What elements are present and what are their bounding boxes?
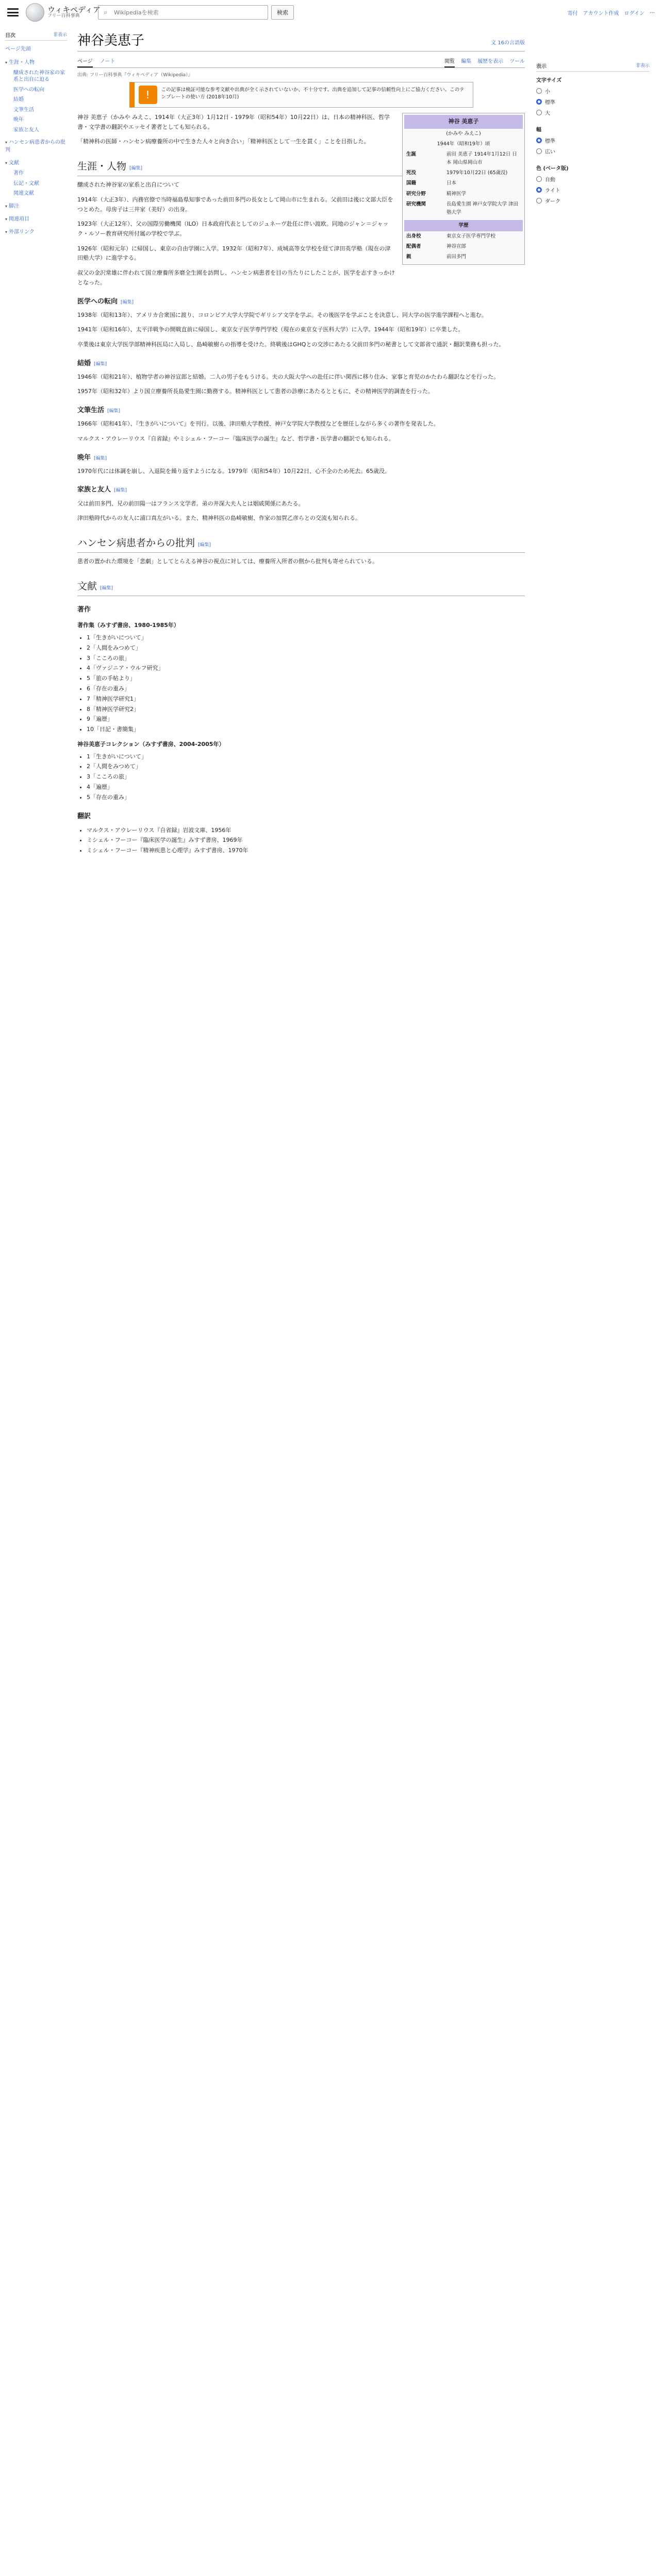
appearance-option[interactable] <box>536 86 650 96</box>
appearance-title: 表示 <box>536 64 547 70</box>
toc-item-label: 家族と友人 <box>13 127 39 133</box>
list-item: • マルクス・アウレーリウス『自省録』岩波文庫、1956年 <box>87 825 525 836</box>
list-item: • ミシェル・フーコー『精神疾患と心理学』みすず書房、1970年 <box>87 845 525 856</box>
appearance-option-label: ライト <box>545 188 560 194</box>
paragraph: 醸成された神谷家の家系と出自について <box>77 181 179 189</box>
list-item: • 4「ヴァジニア・ウルフ研究」 <box>87 663 525 673</box>
infobox-photo-caption: 1944年（昭和19年）頃 <box>437 141 490 147</box>
list-item: • 7「精神医学研究1」 <box>87 694 525 704</box>
radio-button[interactable] <box>536 88 542 94</box>
appearance-sidebar <box>536 62 650 213</box>
toc-item-label: 晩年 <box>13 117 24 123</box>
radio-button[interactable] <box>536 187 542 193</box>
section-heading <box>77 452 525 464</box>
infobox-row <box>404 199 523 218</box>
more-options-icon[interactable]: … <box>650 9 655 14</box>
intro-paragraph-2: 「精神科の医師・ハンセン病療養所の中で生きた人々と向き合い」「精神科医として一生を貫く」ことを目指した。 <box>77 138 370 145</box>
works-list <box>87 752 525 803</box>
appearance-group <box>536 125 650 157</box>
appearance-group-title: 文字サイズ <box>536 78 562 83</box>
appearance-hide-button[interactable]: 非表示 <box>635 63 650 69</box>
appearance-group <box>536 76 650 118</box>
infobox-row <box>404 178 523 189</box>
language-button[interactable]: 文 16の言語版 <box>491 40 525 46</box>
paragraph: 1946年（昭和21年）、植物学者の神谷宣郎と結婚。二人の男子をもうける。夫の大阪大学への赴任に伴い関西に移り住み、家事と育児のかたわら翻訳などを行った。 <box>77 373 500 380</box>
toc-item-label: 医学への転向 <box>13 87 44 93</box>
section-title: 医学への転向 <box>77 297 118 306</box>
paragraph: 1914年（大正3年）、内務官僚で当時福島県知事であった前田多門の長女として岡山市に生まれる。父前田は後に文部大臣をつとめた。母房子は三井家（美好）の出身。 <box>77 196 393 213</box>
works-group-title: 神谷美恵子コレクション（みすず書房、2004-2005年） <box>77 740 225 748</box>
infobox-row <box>404 189 523 199</box>
toc-item-label: ハンセン病患者からの批判 <box>5 140 66 153</box>
tab-edit[interactable]: 編集 <box>461 59 472 64</box>
appearance-option[interactable] <box>536 174 650 184</box>
chevron-down-icon[interactable]: ▾ <box>5 60 8 65</box>
section-heading <box>77 358 525 369</box>
section-title: 家族と友人 <box>77 486 111 494</box>
list-item: • 3「こころの旅」 <box>87 653 525 664</box>
toc-item-label: 関連文献 <box>13 191 34 196</box>
toc-item[interactable] <box>5 95 67 105</box>
toc-item[interactable] <box>5 68 67 85</box>
chevron-down-icon[interactable]: ▾ <box>5 204 8 209</box>
paragraph: 1970年代には体調を崩し、入退院を繰り返すようになる。1979年（昭和54年）10月22日、心不全のため死去。65歳没。 <box>77 467 390 474</box>
appearance-option-label: 小 <box>545 89 550 95</box>
paragraph: 1923年（大正12年）、父の国際労働機関（ILO）日本政府代表としてのジュネーヴ赴任に伴い渡欧。同地のジャン＝ジャック・ルソー教育研究所付属の学校で学ぶ。 <box>77 221 389 238</box>
infobox-value: 長島愛生園 神戸女学院大学 津田塾大学 <box>446 201 519 215</box>
infobox-key: 死没 <box>406 170 417 176</box>
search-box <box>98 5 268 20</box>
infobox <box>402 113 525 265</box>
infobox-value: 精神医学 <box>446 191 467 197</box>
article-body <box>77 113 525 860</box>
user-links <box>568 9 655 16</box>
paragraph: 卒業後は東京大学医学部精神科医局に入局し、島崎敏樹らの指導を受けた。終戦後はGHQとの交渉にあたる父前田多門の秘書として文部省で通訳・翻訳業務も担った。 <box>77 341 505 348</box>
edit-section-link[interactable]: [編集] <box>121 299 134 305</box>
infobox-row <box>404 168 523 178</box>
radio-button[interactable] <box>536 110 542 115</box>
section-heading-works: 文献 [編集] <box>77 578 525 596</box>
radio-button[interactable] <box>536 148 542 154</box>
edit-section-link[interactable]: [編集] <box>94 455 107 461</box>
site-header <box>0 0 662 26</box>
warning-icon: ! <box>139 86 157 104</box>
toc-item-label: 文献 <box>9 160 20 166</box>
tab-page[interactable]: ページ <box>77 55 93 67</box>
list-item: • 1「生きがいについて」 <box>87 752 525 762</box>
infobox-key: 親 <box>406 254 411 260</box>
radio-button[interactable] <box>536 198 542 204</box>
paragraph: 叔父の金沢常雄に伴われて国立療養所多磨全生園を訪問し、ハンセン病患者を目の当たりにしたことが、医学を志すきっかけとなった。 <box>77 269 395 286</box>
main-menu-icon[interactable] <box>7 7 19 18</box>
toc-item-label: 生涯・人物 <box>9 59 35 65</box>
list-item: • 5「存在の重み」 <box>87 792 525 803</box>
chevron-down-icon[interactable]: ▾ <box>5 161 8 165</box>
section-title: 文筆生活 <box>77 406 105 415</box>
works-group-title: 著作集（みすず書房、1980-1985年） <box>77 622 179 629</box>
radio-button[interactable] <box>536 176 542 182</box>
toc-item[interactable] <box>5 115 67 125</box>
toc-hide-button[interactable]: 非表示 <box>53 32 67 38</box>
translations-list <box>87 825 525 856</box>
paragraph: 1966年（昭和41年）、『生きがいについて』を刊行。以後、津田塾大学教授、神戸女学院大学教授などを歴任しながら多くの著作を発表した。 <box>77 420 439 428</box>
page-tabs <box>77 55 525 68</box>
appearance-option[interactable] <box>536 135 650 146</box>
list-item: • 8「精神医学研究2」 <box>87 704 525 715</box>
edit-section-link[interactable]: [編集] <box>198 542 211 548</box>
section-heading <box>77 296 525 308</box>
chevron-down-icon[interactable]: ▾ <box>5 229 8 234</box>
appearance-option-label: ダーク <box>545 199 560 205</box>
paragraph: マルクス・アウレーリウス『自省録』やミシェル・フーコー『臨床医学の誕生』など、哲学書・医学書の翻訳でも知られる。 <box>77 435 394 442</box>
toc-item[interactable] <box>5 125 67 135</box>
toc-item[interactable] <box>5 189 67 199</box>
tab-tools[interactable]: ツール <box>509 59 525 64</box>
list-item: • 5「旅の手帖より」 <box>87 673 525 684</box>
radio-button[interactable] <box>536 99 542 105</box>
paragraph: 1957年（昭和32年）より国立療養所長島愛生園に勤務する。精神科医として患者の診療にあたるとともに、その精神医学的調査を行った。 <box>77 388 434 395</box>
appearance-group <box>536 164 650 206</box>
infobox-row <box>404 242 523 252</box>
toc-item[interactable] <box>5 179 67 189</box>
section-heading <box>77 484 525 496</box>
wikipedia-logo[interactable] <box>26 3 101 22</box>
appearance-group-title: 幅 <box>536 127 541 133</box>
toc-sidebar <box>5 31 67 238</box>
toc-item-label: 外部リンク <box>9 229 35 235</box>
toc-item[interactable] <box>5 212 67 225</box>
toc-item[interactable] <box>5 225 67 238</box>
search-button[interactable]: 検索 <box>271 5 294 20</box>
chevron-down-icon[interactable]: ▾ <box>5 140 8 145</box>
works-list <box>87 633 525 735</box>
infobox-key: 出身校 <box>406 233 421 240</box>
notice-text: この記事は検証可能な参考文献や出典が全く示されていないか、不十分です。出典を追加して記事の信頼性向上にご協力ください。このテンプレートの使い方 (2018年10月) <box>161 87 465 100</box>
infobox-row <box>404 149 523 168</box>
donate-link[interactable]: 寄付 <box>567 11 578 16</box>
infobox-section: 学歴 <box>404 220 523 231</box>
chevron-down-icon[interactable]: ▾ <box>5 216 8 222</box>
appearance-option[interactable] <box>536 184 650 195</box>
toc-title: 目次 <box>5 33 15 39</box>
search-input[interactable] <box>113 9 268 16</box>
paragraph: 1941年（昭和16年）、太平洋戦争の開戦直前に帰国し、東京女子医学専門学校（現在の東京女子医科大学）に入学。1944年（昭和19年）に卒業した。 <box>77 326 464 333</box>
infobox-key: 研究分野 <box>406 191 426 197</box>
toc-item[interactable] <box>5 44 67 55</box>
tab-history[interactable]: 履歴を表示 <box>477 59 504 64</box>
toc-item[interactable] <box>5 105 67 115</box>
paragraph: 父は前田多門、兄の前田陽一はフランス文学者。弟の井深大夫人とは姻戚関係にあたる。 <box>77 500 304 507</box>
citation-notice <box>129 82 473 108</box>
section-title: 生涯・人物 <box>77 161 127 173</box>
login-link[interactable]: ログイン <box>624 11 644 16</box>
appearance-option[interactable] <box>536 195 650 206</box>
list-item: • 10「日記・書簡集」 <box>87 724 525 735</box>
intro-paragraph: 神谷 美恵子（かみや みえこ、1914年（大正3年）1月12日 - 1979年（昭和54年）10月22日）は、日本の精神科医、哲学書・文学書の翻訳やエッセイ著者としても知られる。 <box>77 114 390 130</box>
list-item: • 9「遍歴」 <box>87 714 525 724</box>
appearance-option-label: 標準 <box>545 100 555 106</box>
toc-item-label: 結婚 <box>13 97 24 103</box>
list-item: • ミシェル・フーコー『臨床医学の誕生』みすず書房、1969年 <box>87 835 525 845</box>
appearance-option[interactable] <box>536 107 650 118</box>
appearance-option-label: 広い <box>545 149 555 155</box>
subsection-heading-works: 著作 <box>77 606 91 614</box>
infobox-row <box>404 252 523 262</box>
infobox-row <box>404 231 523 242</box>
section-title: 結婚 <box>77 359 91 367</box>
toc-item-label: 脚注 <box>9 203 20 209</box>
paragraph: 1938年（昭和13年）、アメリカ合衆国に渡り、コロンビア大学大学院でギリシア文学を学ぶ。その後医学を学ぶことを決意し、同大学の医学進学課程へと進む。 <box>77 311 487 318</box>
infobox-subtitle: (かみや みえこ) <box>446 130 481 137</box>
list-item: • 3「こころの旅」 <box>87 772 525 782</box>
appearance-option-label: 標準 <box>545 139 555 144</box>
toc-item-label: 著作 <box>13 171 24 176</box>
infobox-key: 国籍 <box>406 180 417 187</box>
appearance-group-title: 色 (ベータ版) <box>536 166 569 172</box>
list-item: • 2「人間をみつめて」 <box>87 761 525 772</box>
edit-section-link[interactable]: [編集] <box>129 166 143 172</box>
infobox-value: 前田多門 <box>446 254 467 260</box>
logo-title: ウィキペディア <box>47 5 101 14</box>
infobox-value: 神谷宣郎 <box>446 244 467 250</box>
radio-button[interactable] <box>536 138 542 143</box>
paragraph: 患者の置かれた環境を「悲劇」としてとらえる神谷の視点に対しては、療養所入所者の側から批判も寄せられている。 <box>77 558 378 565</box>
paragraph: 津田塾時代からの友人に浦口真左がいる。また、精神科医の島崎敏樹、作家の加賀乙彦らとの交流も知られる。 <box>77 515 361 522</box>
infobox-key: 生誕 <box>406 151 417 157</box>
toc-item-label: 伝記・文献 <box>13 180 39 187</box>
toc-item[interactable] <box>5 199 67 212</box>
create-account-link[interactable]: アカウント作成 <box>583 11 619 16</box>
edit-section-link[interactable]: [編集] <box>114 488 127 494</box>
tab-talk[interactable]: ノート <box>100 59 115 64</box>
appearance-option[interactable] <box>536 146 650 157</box>
list-item: • 6「存在の重み」 <box>87 684 525 694</box>
appearance-option-label: 大 <box>545 111 550 116</box>
infobox-value: 1979年10月22日 (65歳没) <box>446 170 508 176</box>
search-icon: ⌕ <box>104 8 108 16</box>
list-item: • 1「生きがいについて」 <box>87 633 525 643</box>
list-item: • 2「人間をみつめて」 <box>87 643 525 653</box>
appearance-option-label: 自動 <box>545 177 555 183</box>
infobox-title: 神谷 美恵子 <box>404 115 523 129</box>
infobox-key: 配偶者 <box>406 244 421 250</box>
toc-item[interactable] <box>5 55 67 68</box>
section-heading <box>77 535 525 553</box>
toc-item-label: 関連項目 <box>9 216 30 222</box>
toc-item[interactable] <box>5 135 67 156</box>
tagline: 出典: フリー百科事典『ウィキペディア（Wikipedia）』 <box>77 73 193 78</box>
edit-section-link[interactable]: [編集] <box>107 409 121 414</box>
edit-section-link[interactable]: [編集] <box>94 361 107 367</box>
toc-item-label: ページ先頭 <box>5 46 31 52</box>
tab-read[interactable]: 閲覧 <box>444 55 455 67</box>
toc-item[interactable] <box>5 156 67 168</box>
globe-icon <box>26 3 44 22</box>
list-item: • 4「遍歴」 <box>87 782 525 792</box>
section-title: ハンセン病患者からの批判 <box>77 537 195 549</box>
infobox-value: 東京女子医学専門学校 <box>446 233 496 240</box>
paragraph: 1926年（昭和元年）に帰国し、東京の自由学園に入学。1932年（昭和7年）、成城高等女学校を経て津田英学塾（現在の津田塾大学）に進学する。 <box>77 245 391 262</box>
subsection-heading-translations: 翻訳 <box>77 812 91 820</box>
page-title: 神谷美恵子 <box>77 33 145 48</box>
logo-subtitle: フリー百科事典 <box>47 13 80 19</box>
infobox-value: 日本 <box>446 180 457 187</box>
edit-section-link[interactable]: [編集] <box>100 585 113 591</box>
infobox-key: 研究機関 <box>406 201 426 207</box>
toc-item-label: 醸成された神谷家の家系と出自に迫る <box>13 70 65 82</box>
section-title: 晩年 <box>77 453 91 462</box>
main-content <box>77 30 525 860</box>
toc-item-label: 文筆生活 <box>13 107 34 113</box>
toc-item[interactable] <box>5 168 67 179</box>
section-heading <box>77 405 525 416</box>
infobox-value: 前田 美恵子 1914年1月12日 日本 岡山県岡山市 <box>446 151 517 166</box>
toc-item[interactable] <box>5 85 67 95</box>
appearance-option[interactable] <box>536 96 650 107</box>
